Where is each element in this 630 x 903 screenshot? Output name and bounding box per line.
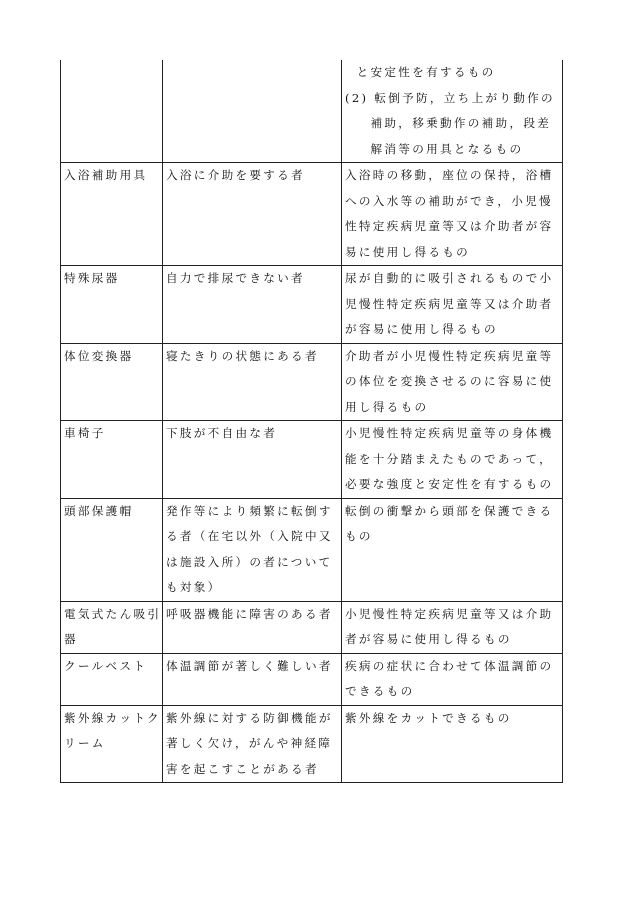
table-row <box>61 498 563 601</box>
table-row <box>61 421 563 499</box>
item-cell: 頭部保護帽 <box>61 498 163 601</box>
target-cell: 入浴に介助を要する者 <box>163 163 342 266</box>
equipment-table <box>60 60 563 783</box>
item-cell: 電気式たん吸引器 <box>61 601 163 653</box>
description-cell: 小児慢性特定疾病児童等の身体機能を十分踏まえたものであって，必要な強度と安定性を有するもの <box>342 421 563 499</box>
item-cell <box>61 60 163 163</box>
continuation-line: と安定性を有するもの <box>356 65 496 79</box>
item-cell: クールベスト <box>61 653 163 705</box>
table-row <box>61 266 563 344</box>
target-cell: 紫外線に対する防御機能が著しく欠け，がんや神経障害を起こすことがある者 <box>163 705 342 783</box>
item-cell: 車椅子 <box>61 421 163 499</box>
continuation-list-item: (2) 転倒予防，立ち上がり動作の補助，移乗動作の補助，段差解消等の用具となるもの <box>345 90 555 156</box>
target-cell: 発作等により頻繁に転倒する者（在宅以外（入院中又は施設入所）の者についても対象） <box>163 498 342 601</box>
table-row <box>61 705 563 783</box>
description-cell: 尿が自動的に吸引されるもので小児慢性特定疾病児童等又は介助者が容易に使用し得るもの <box>342 266 563 344</box>
description-cell: 疾病の症状に合わせて体温調節のできるもの <box>342 653 563 705</box>
item-cell: 特殊尿器 <box>61 266 163 344</box>
table-row-continuation <box>61 60 563 163</box>
target-cell: 寝たきりの状態にある者 <box>163 343 342 421</box>
description-cell: 介助者が小児慢性特定疾病児童等の体位を変換させるのに容易に使用し得るもの <box>342 343 563 421</box>
table-row <box>61 343 563 421</box>
target-cell: 自力で排尿できない者 <box>163 266 342 344</box>
item-cell: 入浴補助用具 <box>61 163 163 266</box>
item-cell: 体位変換器 <box>61 343 163 421</box>
description-cell: 入浴時の移動，座位の保持，浴槽への入水等の補助ができ，小児慢性特定疾病児童等又は介助者が容易に使用し得るもの <box>342 163 563 266</box>
table-row <box>61 601 563 653</box>
target-cell: 下肢が不自由な者 <box>163 421 342 499</box>
item-cell: 紫外線カットクリーム <box>61 705 163 783</box>
target-cell: 呼吸器機能に障害のある者 <box>163 601 342 653</box>
table-row <box>61 653 563 705</box>
target-cell: 体温調節が著しく難しい者 <box>163 653 342 705</box>
description-cell <box>342 60 563 163</box>
description-cell: 紫外線をカットできるもの <box>342 705 563 783</box>
target-cell <box>163 60 342 163</box>
description-cell: 小児慢性特定疾病児童等又は介助者が容易に使用し得るもの <box>342 601 563 653</box>
table-row <box>61 163 563 266</box>
description-cell: 転倒の衝撃から頭部を保護できるもの <box>342 498 563 601</box>
